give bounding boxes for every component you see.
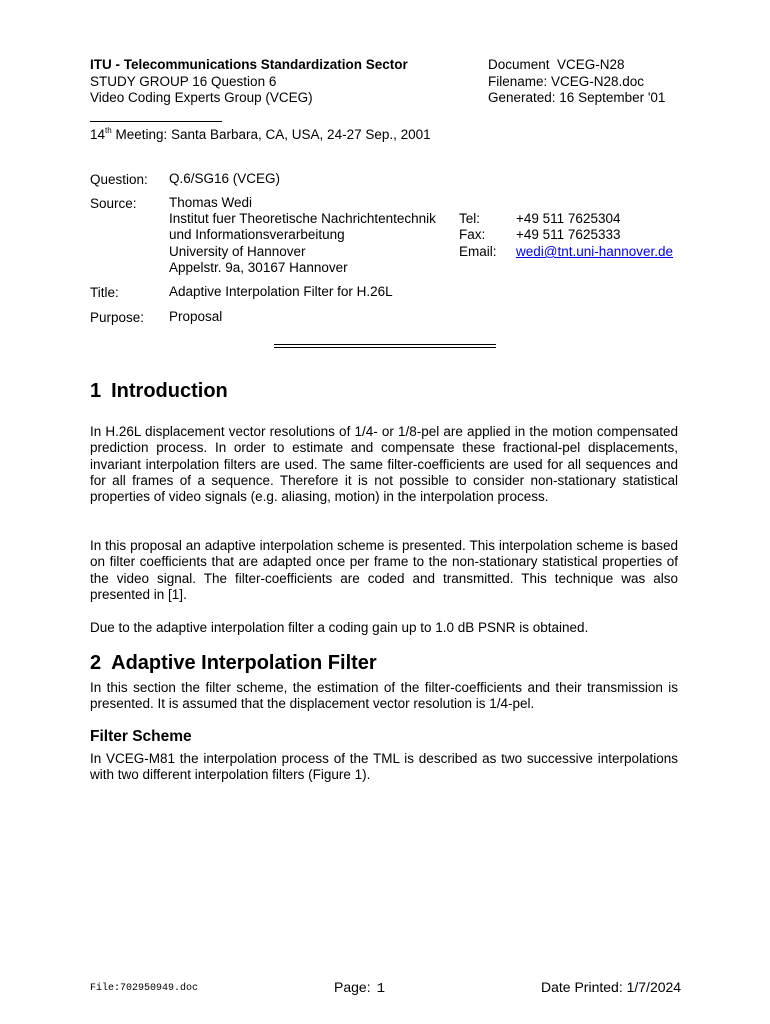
section-1-heading [90, 380, 228, 403]
group-name: Video Coding Experts Group (VCEG) [90, 90, 313, 105]
generated-date: Generated: 16 September '01 [488, 90, 666, 105]
purpose-value: Proposal [169, 309, 223, 324]
study-group: STUDY GROUP 16 Question 6 [90, 74, 277, 89]
source-name: Thomas Wedi [169, 195, 253, 210]
title-label: Title: [90, 285, 119, 300]
question-label: Question: [90, 172, 148, 187]
fax-label: Fax: [459, 227, 486, 242]
intro-paragraph-1: In H.26L displacement vector resolutions of 1/4- or 1/8-pel are applied in the motion compensated prediction process. In order to estimate and compensate these fractional-pel displacements, invariant interpolation filters are used. The same filter-coefficients are used for all sequences and for all frames of a sequence. Therefore it is not possible to consider non-stationary statistical properties of video signals (e.g. aliasing, motion) in the interpolation process. [90, 424, 678, 505]
section-2-number: 2 [90, 652, 102, 674]
fax-value: +49 511 7625333 [516, 227, 621, 242]
source-university: University of Hannover [169, 244, 306, 259]
section-1-title: Introduction [111, 380, 228, 402]
intro-paragraph-3: Due to the adaptive interpolation filter a coding gain up to 1.0 dB PSNR is obtained. [90, 620, 589, 635]
footer-date-printed: Date Printed: 1/7/2024 [541, 979, 682, 995]
section-2-paragraph: In this section the filter scheme, the estimation of the filter-coefficients and their transmission is presented. It is assumed that the displacement vector resolution is 1/4-pel. [90, 680, 678, 712]
email-link[interactable]: wedi@tnt.uni-hannover.de [516, 244, 674, 259]
footer-page-number: 1 [376, 981, 385, 997]
meeting-line [90, 122, 431, 143]
purpose-label: Purpose: [90, 310, 145, 325]
email-label: Email: [459, 244, 497, 259]
source-institute-2: und Informationsverarbeitung [169, 227, 345, 242]
source-address: Appelstr. 9a, 30167 Hannover [169, 260, 348, 275]
question-value: Q.6/SG16 (VCEG) [169, 171, 281, 186]
tel-value: +49 511 7625304 [516, 211, 621, 226]
filter-scheme-paragraph: In VCEG-M81 the interpolation process of the TML is described as two successive interpolations with two different interpolation filters (Figure 1). [90, 751, 678, 783]
section-2-title: Adaptive Interpolation Filter [111, 652, 377, 674]
separator-rule [274, 344, 496, 348]
section-1-number: 1 [90, 380, 102, 402]
section-2-heading [90, 652, 377, 675]
source-institute: Institut fuer Theoretische Nachrichtentechnik [169, 211, 436, 226]
filename: Filename: VCEG-N28.doc [488, 74, 645, 89]
footer-filename: File:702950949.doc [90, 983, 199, 994]
meeting-details: Meeting: Santa Barbara, CA, USA, 24-27 Sep., 2001 [111, 127, 431, 142]
footer-page-label: Page: [334, 979, 371, 995]
org-name: ITU - Telecommunications Standardization Sector [90, 57, 408, 72]
source-label: Source: [90, 196, 137, 211]
title-value: Adaptive Interpolation Filter for H.26L [169, 284, 393, 299]
document-id: Document VCEG-N28 [488, 57, 625, 72]
meeting-number: 14 [90, 127, 106, 142]
footer-page [334, 979, 385, 997]
filter-scheme-heading: Filter Scheme [90, 728, 192, 745]
tel-label: Tel: [459, 211, 481, 226]
meeting-ordinal: th [105, 126, 112, 135]
intro-paragraph-2: In this proposal an adaptive interpolation scheme is presented. This interpolation scheme is based on filter coefficients that are adapted once per frame to the non-stationary statistical properties of the video signal. The filter-coefficients are coded and transmitted. This technique was also presented in [1]. [90, 538, 678, 602]
